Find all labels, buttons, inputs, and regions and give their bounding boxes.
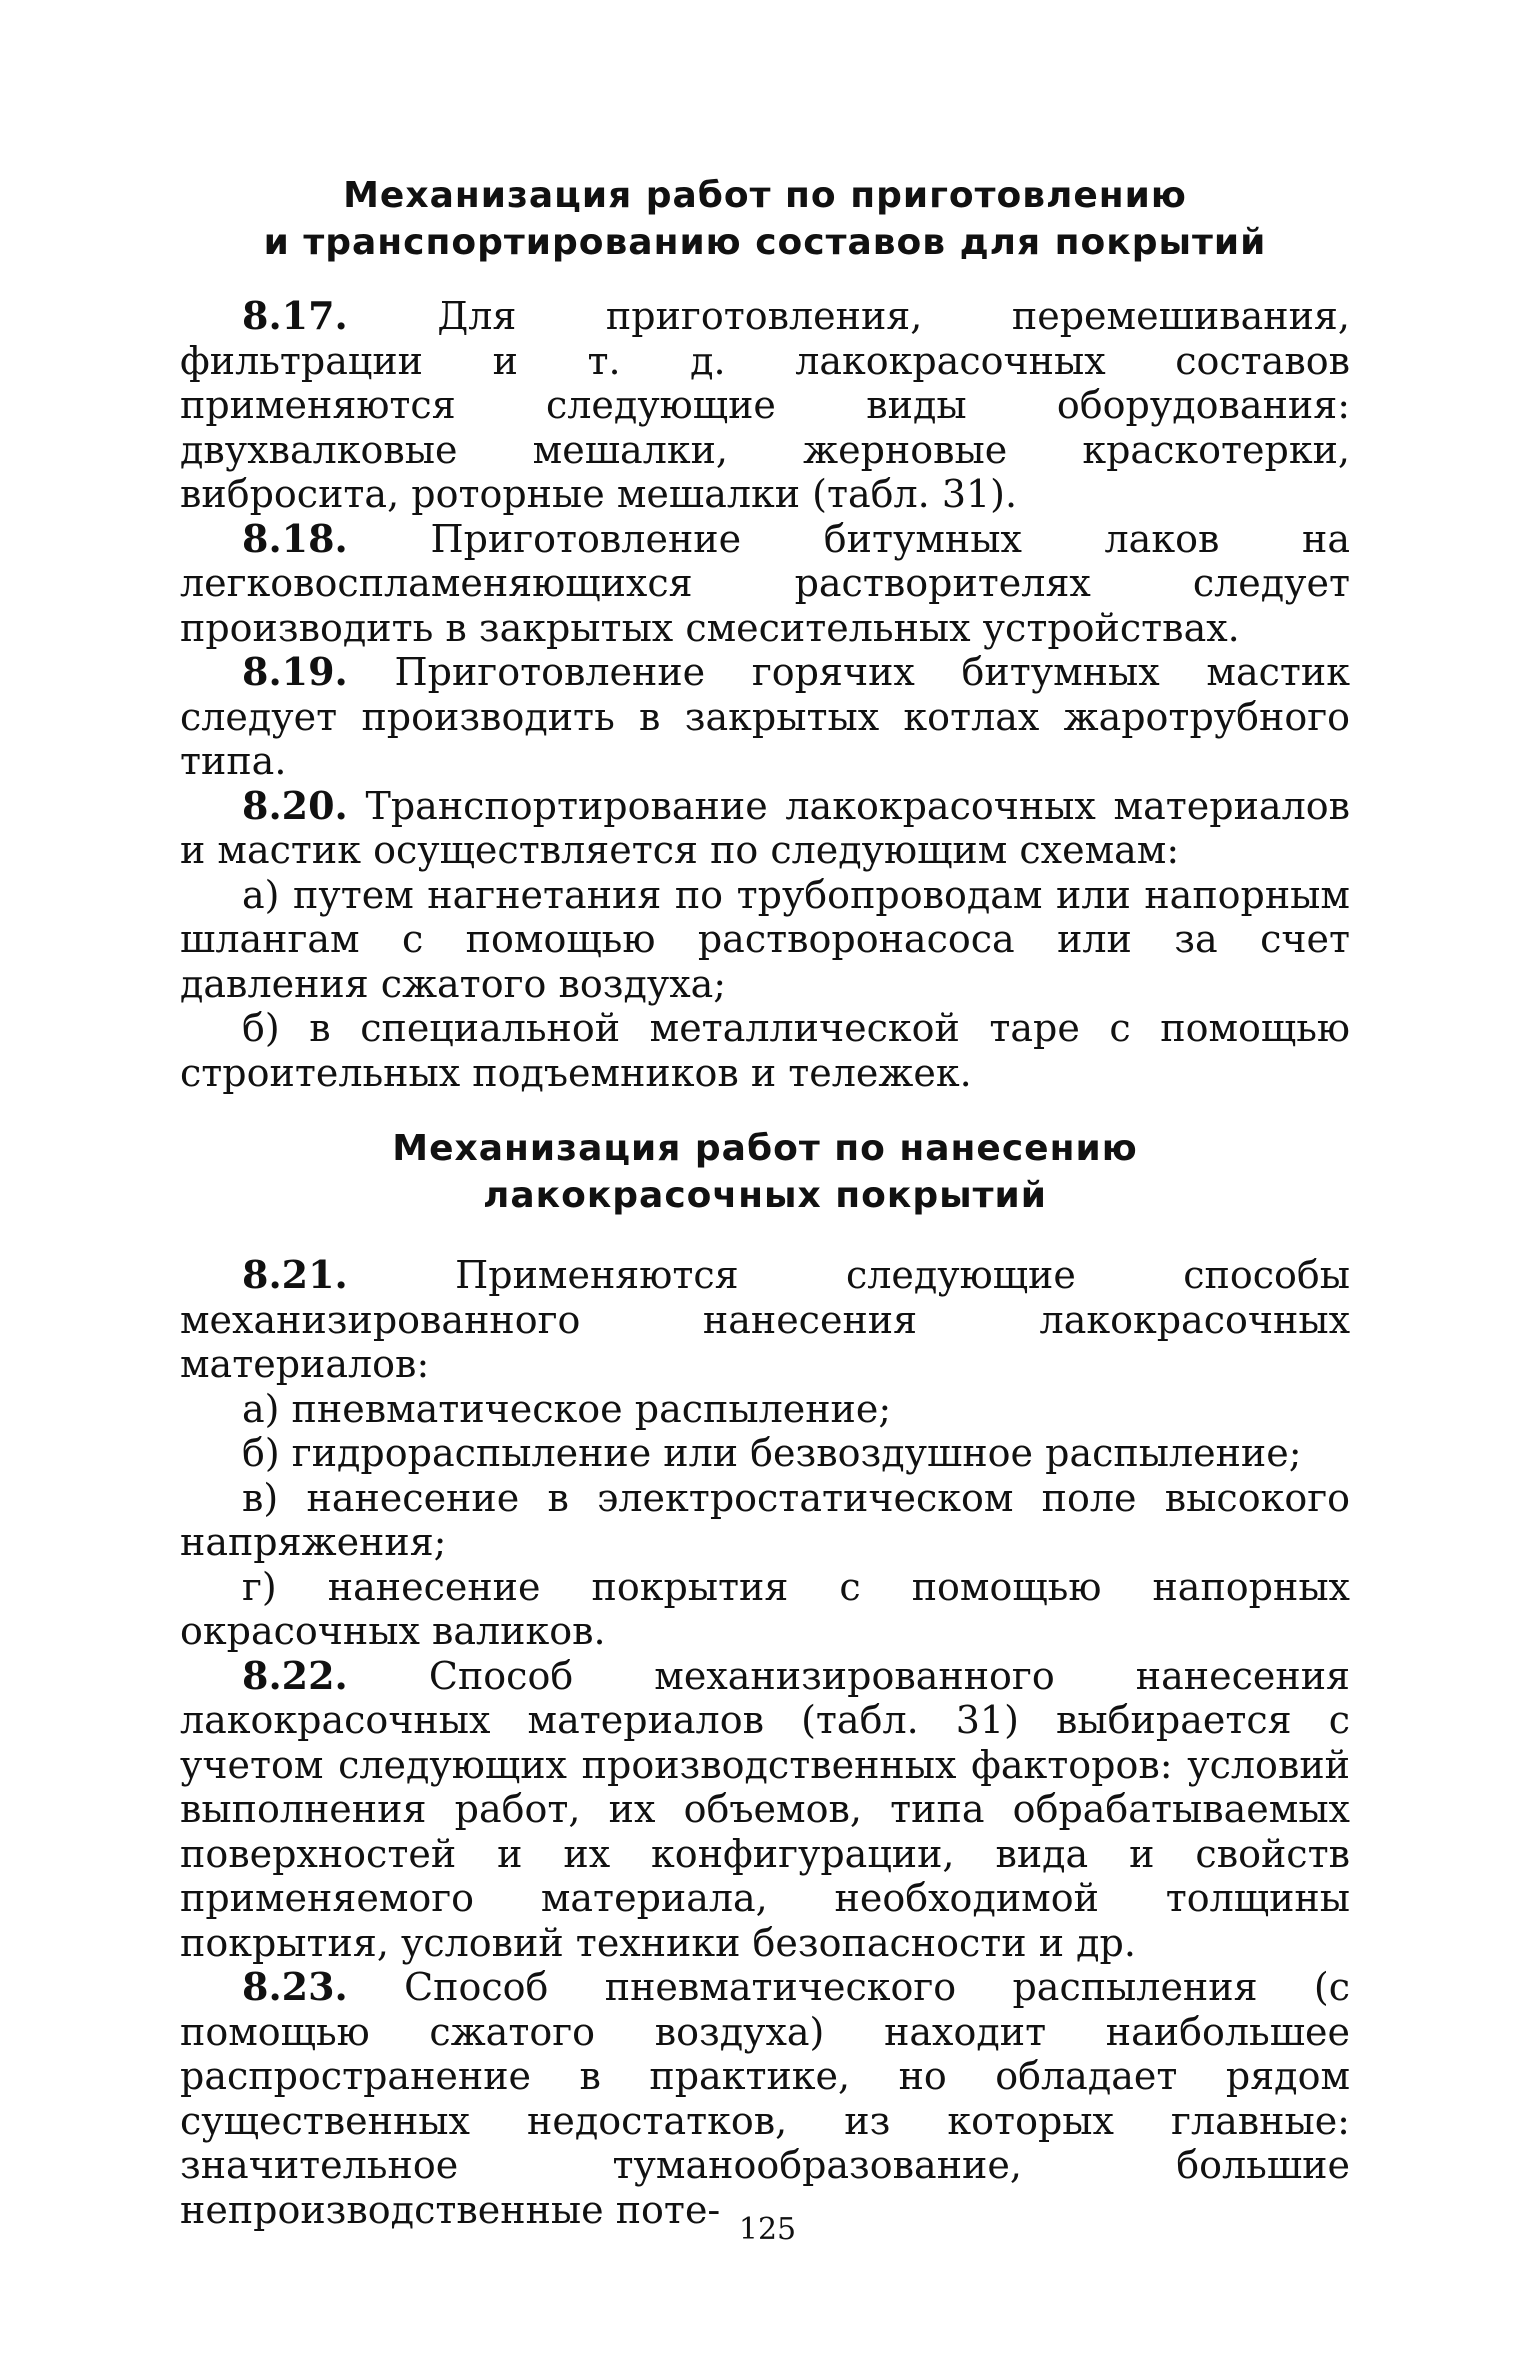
list-item-d: г) нанесение покрытия с помощью напорных окрасочных валиков. [180, 1564, 1350, 1653]
paragraph-text: Приготовление горячих битумных мастик следует производить в закрытых котлах жаротрубного типа. [180, 650, 1350, 783]
list-item-b: б) гидрораспыление или безвоздушное распыление; [242, 1431, 1302, 1475]
heading-line: Механизация работ по приготовлению [343, 175, 1187, 216]
heading-line: Механизация работ по нанесению [392, 1128, 1138, 1169]
list-item-b: б) в специальной металлической таре с помощью строительных подъемников и тележек. [180, 1006, 1350, 1095]
paragraph-number: 8.22. [242, 1652, 348, 1698]
section-heading-preparation [180, 172, 1350, 266]
heading-line: лакокрасочных покрытий [483, 1175, 1047, 1216]
paragraph-8-18 [180, 517, 1350, 651]
paragraph-number: 8.18. [242, 515, 348, 561]
paragraph-number: 8.23. [242, 1964, 348, 2009]
paragraph-number: 8.19. [242, 649, 348, 694]
paragraph-8-17 [180, 294, 1350, 517]
paragraph-number: 8.17. [242, 293, 348, 338]
paragraph-8-23 [180, 1965, 1350, 2232]
paragraph-text: Способ пневматического распыления (с помощью сжатого воздуха) находит наибольшее распространение в практике, но обладает рядом существенных недостатков, из которых главные: значительное туманообразование, большие непроизводственные поте- [180, 1965, 1350, 2232]
paragraph-text: Транспортирование лакокрасочных материалов и мастик осуществляется по следующим схемам: [180, 783, 1350, 872]
paragraph-text: Для приготовления, перемешивания, фильтрации и т. д. лакокрасочных составов применяются следующие виды оборудования: двухвалковые мешалки, жерновые краскотерки, вибросита, роторные мешалки (табл. 31). [180, 294, 1350, 516]
paragraph-8-22 [180, 1654, 1350, 1966]
paragraph-8-21 [180, 1253, 1350, 1387]
page-content [180, 160, 1350, 2232]
heading-line: и транспортированию составов для покрытий [263, 222, 1267, 263]
list-item-c: в) нанесение в электростатическом поле высокого напряжения; [180, 1475, 1350, 1564]
paragraph-8-19 [180, 650, 1350, 784]
paragraph-number: 8.20. [242, 782, 348, 828]
page-number: 125 [738, 2212, 797, 2247]
paragraph-text: Приготовление битумных лаков на легковоспламеняющихся растворителях следует производить в закрытых смесительных устройствах. [180, 516, 1350, 650]
list-item-a: а) пневматическое распыление; [242, 1386, 892, 1431]
paragraph-text: Способ механизированного нанесения лакокрасочных материалов (табл. 31) выбирается с учетом следующих производственных факторов: условий выполнения работ, их объемов, типа обрабатываемых поверхностей и их конфигурации, вида и свойств применяемого материала, необходимой толщины покрытия, условий техники безопасности и др. [180, 1653, 1350, 1965]
paragraph-text: Применяются следующие способы механизированного нанесения лакокрасочных материалов: [180, 1253, 1350, 1386]
paragraph-number: 8.21. [242, 1252, 348, 1297]
paragraph-8-20 [180, 784, 1350, 873]
list-item-a: а) путем нагнетания по трубопроводам или напорным шлангам с помощью растворонасоса или за счет давления сжатого воздуха; [180, 872, 1350, 1006]
section-heading-application [180, 1125, 1350, 1219]
